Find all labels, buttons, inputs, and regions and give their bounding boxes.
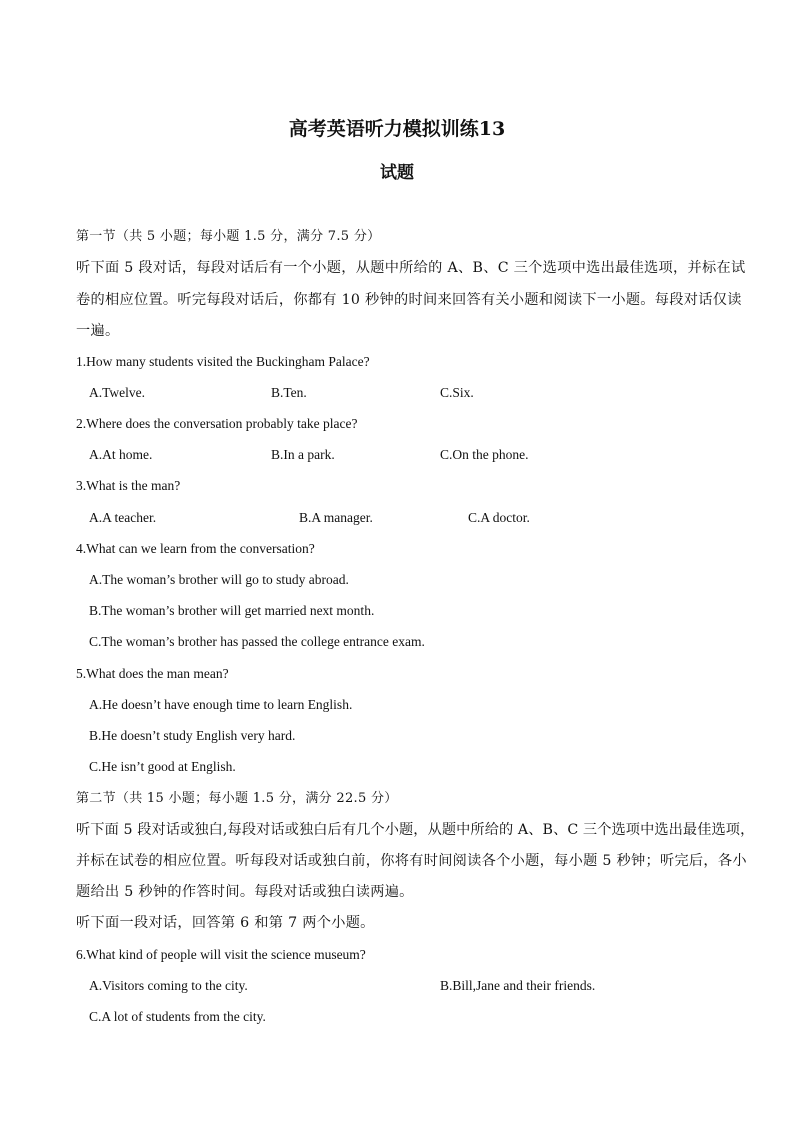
section2-instruction-line: 听下面 5 段对话或独白,每段对话或独白后有几个小题，从题中所给的 A、B、C 三个选项中选出最佳选项， xyxy=(76,822,755,838)
question-4-option-a: A.The woman’s brother will go to study abroad. xyxy=(89,572,349,587)
question-1-option-a: A.Twelve. xyxy=(89,385,146,400)
question-2-option-a: A.At home. xyxy=(89,447,153,462)
question-6-option-a: A.Visitors coming to the city. xyxy=(89,978,248,993)
question-6-stem: 6.What kind of people will visit the science museum? xyxy=(76,947,366,962)
question-6-option-b: B.Bill,Jane and their friends. xyxy=(440,978,596,993)
question-1-stem: 1.How many students visited the Buckingham Palace? xyxy=(76,354,370,369)
question-5-stem: 5.What does the man mean? xyxy=(76,666,229,681)
question-4-option-c: C.The woman’s brother has passed the college entrance exam. xyxy=(89,634,425,649)
question-2-stem: 2.Where does the conversation probably take place? xyxy=(76,416,358,431)
question-3-option-c: C.A doctor. xyxy=(468,510,530,525)
section1-instruction-line: 听下面 5 段对话，每段对话后有一个小题，从题中所给的 A、B、C 三个选项中选出最佳选项，并标在试 xyxy=(76,260,746,276)
section1-instruction-line: 一遍。 xyxy=(76,323,120,339)
question-6-option-c: C.A lot of students from the city. xyxy=(89,1009,266,1024)
section1-heading: 第一节（共 5 小题；每小题 1.5 分，满分 7.5 分） xyxy=(76,229,381,244)
question-3-option-a: A.A teacher. xyxy=(89,510,157,525)
question-5-option-c: C.He isn’t good at English. xyxy=(89,759,236,774)
section2-heading: 第二节（共 15 小题；每小题 1.5 分，满分 22.5 分） xyxy=(76,791,398,806)
page-subtitle: 试题 xyxy=(380,163,414,183)
section2-lead-text: 听下面一段对话，回答第 6 和第 7 两个小题。 xyxy=(76,915,375,931)
question-1-option-c: C.Six. xyxy=(440,385,474,400)
section2-instruction-line: 并标在试卷的相应位置。听每段对话或独白前，你将有时间阅读各个小题，每小题 5 秒钟；听完后，各小 xyxy=(76,853,747,869)
question-3-stem: 3.What is the man? xyxy=(76,478,181,493)
section1-instruction-line: 卷的相应位置。听完每段对话后，你都有 10 秒钟的时间来回答有关小题和阅读下一小题。每段对话仅读 xyxy=(76,292,742,308)
page-title: 高考英语听力模拟训练13 xyxy=(288,118,506,140)
question-2-option-b: B.In a park. xyxy=(271,447,335,462)
question-5-option-b: B.He doesn’t study English very hard. xyxy=(89,728,296,743)
section2-instruction-line: 题给出 5 秒钟的作答时间。每段对话或独白读两遍。 xyxy=(76,884,414,900)
question-1-option-b: B.Ten. xyxy=(271,385,307,400)
question-4-stem: 4.What can we learn from the conversation? xyxy=(76,541,315,556)
question-5-option-a: A.He doesn’t have enough time to learn English. xyxy=(89,697,353,712)
question-4-option-b: B.The woman’s brother will get married next month. xyxy=(89,603,375,618)
question-3-option-b: B.A manager. xyxy=(299,510,373,525)
question-2-option-c: C.On the phone. xyxy=(440,447,529,462)
